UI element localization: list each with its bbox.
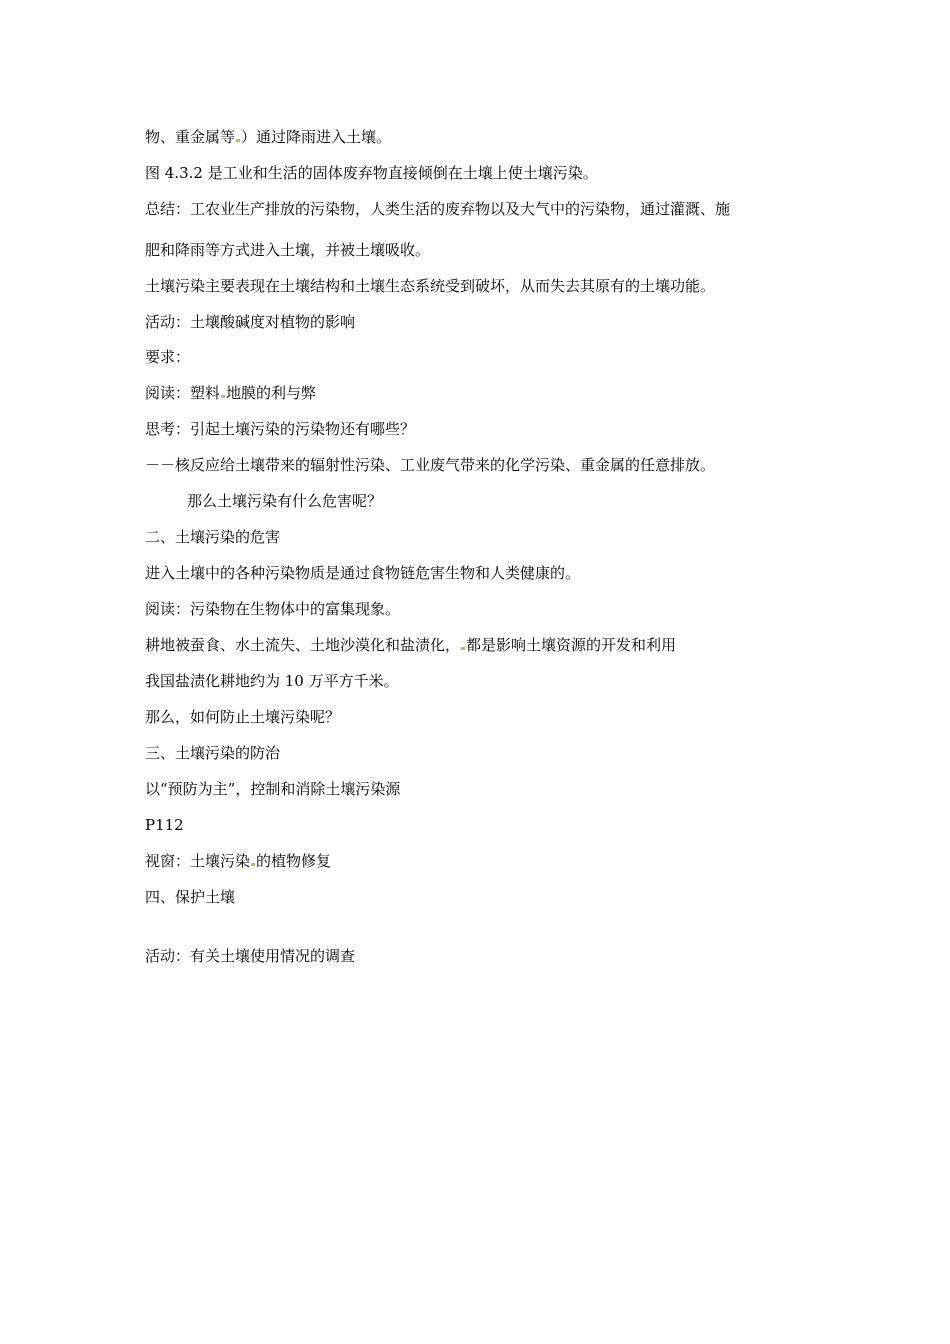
text-line bbox=[145, 163, 598, 183]
text-segment: 那么，如何防止土壤污染呢？ bbox=[145, 708, 341, 726]
text-line bbox=[145, 199, 730, 219]
text-segment: ）通过降雨进入土壤。 bbox=[241, 128, 392, 146]
text-segment: 活动：土壤酸碱度对植物的影响 bbox=[145, 313, 356, 331]
annotation-mark-icon bbox=[236, 139, 240, 142]
text-line bbox=[145, 563, 580, 583]
section-heading bbox=[145, 527, 280, 547]
text-segment: 总结：工农业生产排放的污染物，人类生活的废弃物以及大气中的污染物，通过灌溉、施 bbox=[145, 200, 731, 218]
text-line bbox=[145, 240, 430, 260]
text-line bbox=[145, 383, 316, 403]
text-line bbox=[145, 779, 400, 799]
text-segment: 以“预防为主”，控制和消除土壤污染源 bbox=[145, 780, 401, 798]
annotation-mark-icon bbox=[221, 395, 225, 398]
text-segment: 的植物修复 bbox=[256, 852, 332, 870]
text-segment: 都是影响土壤资源的开发和利用 bbox=[466, 636, 677, 654]
text-segment: 三、土壤污染的防治 bbox=[145, 744, 281, 762]
text-line bbox=[145, 671, 399, 691]
text-line bbox=[145, 946, 355, 966]
text-segment: P112 bbox=[145, 816, 184, 834]
text-line bbox=[145, 635, 676, 655]
text-line bbox=[145, 312, 355, 332]
text-segment: 思考：引起土壤污染的污染物还有哪些？ bbox=[145, 420, 416, 438]
annotation-mark-icon bbox=[251, 863, 255, 866]
text-line bbox=[145, 276, 715, 296]
text-segment: 肥和降雨等方式进入土壤，并被土壤吸收。 bbox=[145, 241, 431, 259]
section-heading bbox=[145, 743, 280, 763]
text-segment: 耕地被蚕食、水土流失、土地沙漠化和盐渍化， bbox=[145, 636, 461, 654]
text-segment: 土壤污染主要表现在土壤结构和土壤生态系统受到破坏，从而失去其原有的土壤功能。 bbox=[145, 277, 716, 295]
text-segment: 物、重金属等 bbox=[145, 128, 236, 146]
text-line bbox=[145, 455, 715, 475]
text-segment: 图 4.3.2 是工业和生活的固体废弃物直接倾倒在土壤上使土壤污染。 bbox=[145, 164, 598, 182]
text-segment: 地膜的利与弊 bbox=[226, 384, 317, 402]
text-segment: 我国盐渍化耕地约为 10 万平方千米。 bbox=[145, 672, 399, 690]
text-segment: 视窗：土壤污染 bbox=[145, 852, 251, 870]
text-line bbox=[145, 127, 391, 147]
text-segment: 阅读：污染物在生物体中的富集现象。 bbox=[145, 600, 401, 618]
annotation-mark-icon bbox=[461, 647, 465, 650]
text-line bbox=[145, 599, 400, 619]
text-line bbox=[145, 347, 190, 367]
text-segment: 二、土壤污染的危害 bbox=[145, 528, 281, 546]
text-segment: 活动：有关土壤使用情况的调查 bbox=[145, 947, 356, 965]
text-line bbox=[145, 815, 184, 835]
text-segment: 要求： bbox=[145, 348, 191, 366]
text-line bbox=[145, 707, 340, 727]
text-line bbox=[187, 491, 382, 511]
text-segment: －－核反应给土壤带来的辐射性污染、工业废气带来的化学污染、重金属的任意排放。 bbox=[145, 456, 716, 474]
text-segment: 阅读：塑料 bbox=[145, 384, 221, 402]
text-segment: 四、保护土壤 bbox=[145, 888, 236, 906]
section-heading bbox=[145, 887, 235, 907]
text-line bbox=[145, 419, 415, 439]
text-line bbox=[145, 851, 331, 871]
text-segment: 那么土壤污染有什么危害呢？ bbox=[187, 492, 383, 510]
text-segment: 进入土壤中的各种污染物质是通过食物链危害生物和人类健康的。 bbox=[145, 564, 581, 582]
